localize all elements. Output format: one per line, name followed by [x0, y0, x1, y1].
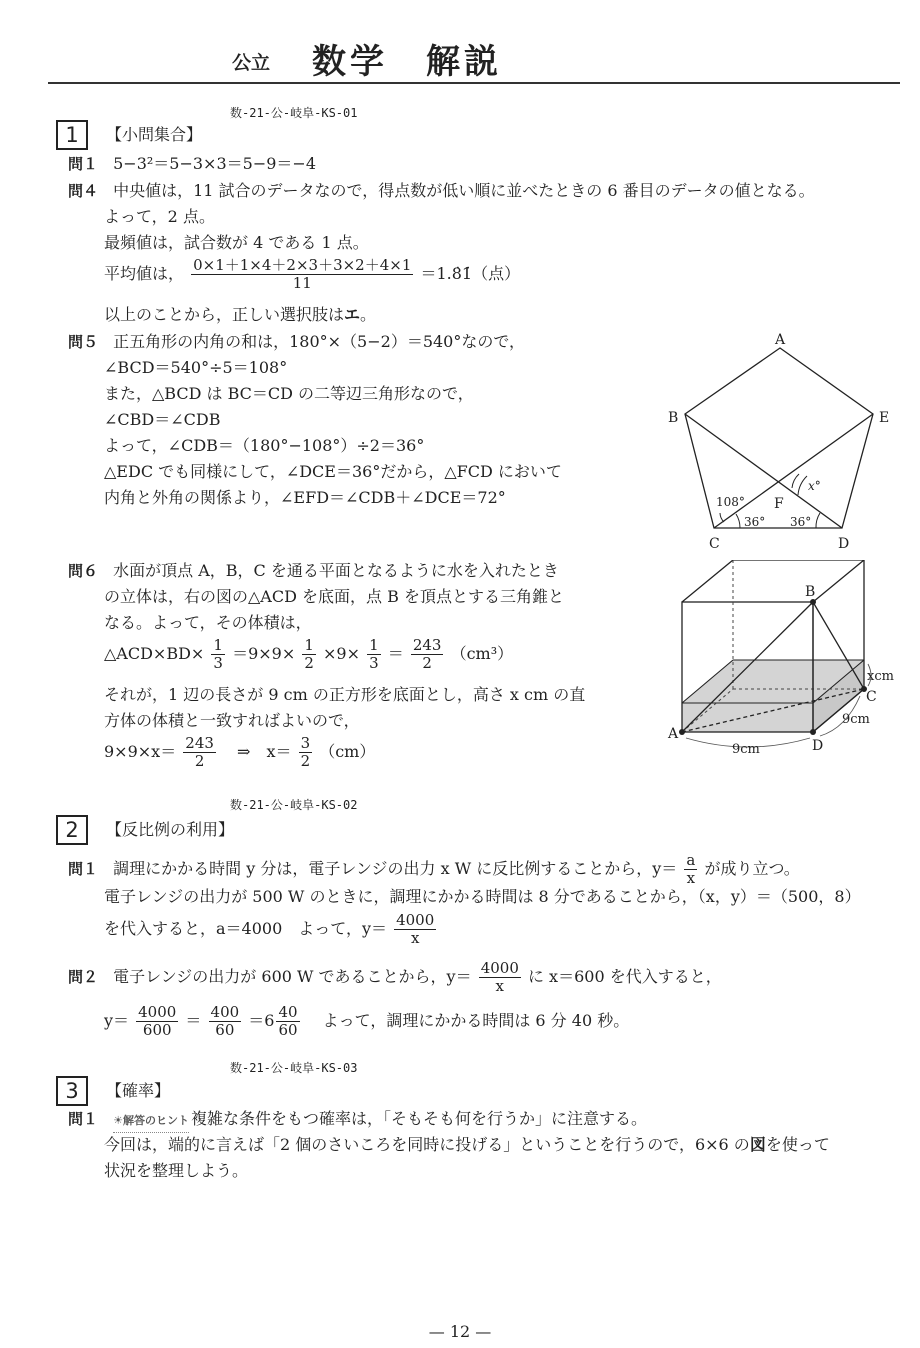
q1-1-text: 5−3²＝5−3×3＝5−9＝−4 [113, 154, 316, 173]
page-title: 数学 解説 [312, 42, 502, 82]
mean-fraction [191, 257, 413, 292]
eq-part-d: ＝ [387, 644, 404, 663]
q2-1-line1 [68, 852, 800, 887]
arc-x [792, 474, 799, 488]
label-F: F [774, 496, 784, 512]
section-title-2: 【反比例の利用】 [106, 820, 235, 839]
section-number-3: 3 [56, 1076, 88, 1106]
question-label: 問５ [68, 333, 99, 351]
arc-36-d [816, 513, 820, 528]
section-title-1: 【小問集合】 [106, 125, 203, 144]
q3-1-text-3: 状況を整理しよう。 [104, 1161, 249, 1180]
point-A [679, 729, 685, 735]
label-xcm: xcm [867, 669, 894, 684]
arc-108 [720, 513, 724, 522]
q1-4-text-2: よって，2 点。 [104, 207, 215, 226]
eq-y: y＝ [104, 1011, 130, 1030]
fraction-4: $\frac{243}{2}$ [412, 636, 442, 672]
q1-5-line1 [68, 331, 525, 353]
hint-badge [113, 1110, 189, 1133]
question-label: 問１ [68, 860, 99, 878]
q3-1-text-1: 複雑な条件をもつ確率は，「そもそも何を行うか」に注意する。 [190, 1109, 647, 1128]
fraction-1: $\frac{1}{3}$ [213, 636, 223, 672]
section-code-2: 数-21-公-岐阜-KS-02 [230, 798, 358, 812]
header-rule [48, 82, 900, 84]
q1-6-line1 [68, 560, 559, 582]
eq-sign-1: ＝ [185, 1011, 202, 1030]
q3-1-text-2b: 図 [749, 1135, 766, 1154]
q1-5-text-3: ∠CBD＝∠CDB [104, 410, 221, 429]
label-9cm-b: 9cm [842, 712, 870, 727]
label-D: D [812, 738, 824, 754]
q1-4-line1 [68, 180, 815, 202]
q1-6-text-6: 方体の体積と一致すればよいので， [104, 711, 360, 730]
eq-part-a: △ACD×BD× [104, 644, 205, 663]
q1-5-text-2: また，△BCD は BC＝CD の二等辺三角形なので， [104, 384, 474, 403]
header-category: 公立 [232, 52, 271, 74]
section-title-3: 【確率】 [106, 1081, 171, 1100]
fraction-400-60: $\frac{400}{60}$ [210, 1003, 240, 1039]
question-label: 問１ [68, 1110, 99, 1128]
q1-6-volume-eq [104, 637, 513, 672]
q1-1 [68, 153, 316, 175]
fraction-4000-x: $\frac{4000}{x}$ [396, 911, 435, 947]
q3-1-text-2a: 今回は，端的に言えば「2 個のさいころを同時に投げる」ということを行うので，6×6 の [104, 1135, 750, 1154]
q1-5-text-1: ∠BCD＝540°÷5＝108° [104, 358, 288, 377]
eq-part-e: （cm³） [450, 644, 514, 663]
label-36-d: 36° [790, 515, 812, 529]
label-A: A [775, 332, 786, 348]
mean-prefix: 平均値は， [104, 264, 185, 283]
question-label: 問６ [68, 562, 99, 580]
eq-implies: ⇒ x＝ [237, 742, 292, 761]
fraction-4000-600: $\frac{4000}{600}$ [138, 1003, 177, 1039]
arc-x-2 [798, 476, 807, 495]
label-108: 108° [716, 495, 745, 509]
q1-4-text-1: 中央値は，11 試合のデータなので，得点数が低い順に並べたときの 6 番目のデータの値となる。 [113, 181, 815, 200]
q2-2-conclusion: よって，調理にかかる時間は 6 分 40 秒。 [306, 1011, 630, 1030]
question-label: 問４ [68, 182, 99, 200]
mean-result: ＝1.8̇1̇（点） [420, 264, 521, 283]
section-code-1: 数-21-公-岐阜-KS-01 [230, 106, 358, 120]
q2-1-text-b: が成り立つ。 [704, 859, 800, 878]
cuboid-figure [660, 560, 900, 760]
eq-part-b: ＝9×9× [232, 644, 296, 663]
q1-6-text-2: の立体は，右の図の△ACD を底面，点 B を頂点とする三角錐と [104, 587, 564, 606]
diagonal-bd [685, 414, 842, 528]
label-A: A [668, 726, 679, 742]
eq-lhs: 9×9×x＝ [104, 742, 177, 761]
question-label: 問２ [68, 968, 99, 986]
q1-4-mean [104, 257, 520, 292]
fraction-3-2: $\frac{3}{2}$ [300, 734, 311, 770]
q1-5-text-0: 正五角形の内角の和は，180°×（5−2）＝540°なので， [113, 332, 526, 351]
section-number-2: 2 [56, 815, 88, 845]
q1-6-answer-eq [104, 735, 375, 770]
fraction-3: $\frac{1}{3}$ [369, 636, 379, 672]
q1-5-text-4: よって，∠CDB＝（180°−108°）÷2＝36° [104, 436, 425, 455]
mean-denominator: 11 [292, 274, 312, 292]
page-number: — 12 — [428, 1322, 492, 1341]
fraction-243-2: $\frac{243}{2}$ [185, 734, 214, 770]
label-C: C [709, 536, 720, 552]
section-code-3: 数-21-公-岐阜-KS-03 [230, 1061, 358, 1075]
q2-1-text-3: を代入すると，a＝4000 よって，y＝ [104, 919, 387, 938]
q2-1-line3 [104, 912, 438, 947]
q2-2-text-b: に x＝600 を代入すると， [527, 967, 722, 986]
conclusion-text: 以上のことから，正しい選択肢は [104, 305, 345, 324]
q1-6-text-3: なる。よって，その体積は， [104, 613, 312, 632]
conclusion-end: 。 [360, 305, 377, 324]
point-D [810, 729, 816, 735]
label-angle-x: x° [808, 479, 821, 493]
mean-numerator: 0×1＋1×4＋2×3＋3×2＋4×1 [193, 256, 412, 274]
lightbulb-icon: ☀ [113, 1114, 123, 1127]
fraction-2: $\frac{1}{2}$ [304, 636, 314, 672]
q1-4-conclusion [104, 304, 376, 326]
page-header [0, 0, 920, 90]
q1-5-text-5: △EDC でも同様にして，∠DCE＝36°だから，△FCD において [104, 462, 562, 481]
q3-1-text-2c: を使って [765, 1135, 830, 1154]
q2-2-text-a: 電子レンジの出力が 600 W であることから，y＝ [113, 967, 472, 986]
q1-6-text-5: それが，1 辺の長さが 9 cm の正方形を底面とし，高さ x cm の直 [104, 685, 586, 704]
diagonal-ec [714, 414, 873, 528]
label-D: D [838, 536, 850, 552]
q1-6-text-1: 水面が頂点 A，B，C を通る平面となるように水を入れたとき [113, 561, 559, 580]
answer-choice: エ [344, 305, 361, 324]
section-number-1: 1 [56, 120, 88, 150]
q2-2-line1 [68, 960, 722, 995]
q3-1-line2 [104, 1134, 830, 1156]
pentagon-figure [660, 330, 900, 555]
question-label: 問１ [68, 155, 99, 173]
label-C: C [866, 689, 877, 705]
q1-5-text-6: 内角と外角の関係より，∠EFD＝∠CDB＋∠DCE＝72° [104, 488, 506, 507]
arc-36-c [736, 514, 740, 528]
fraction-a-x: $\frac{a}{x}$ [686, 851, 696, 887]
label-9cm-a: 9cm [732, 742, 760, 757]
fraction-40-60: $\frac{40}{60}$ [278, 1003, 298, 1039]
label-B: B [805, 584, 816, 600]
label-E: E [879, 410, 890, 426]
water-front [682, 703, 813, 732]
eq-part-c: ×9× [322, 644, 360, 663]
q2-1-text-2: 電子レンジの出力が 500 W のときに，調理にかかる時間は 8 分であることから，（x，y）＝（500，8） [104, 887, 861, 906]
q2-2-line2 [104, 1004, 629, 1039]
eq-unit: （cm） [319, 742, 376, 761]
q3-1-line1 [68, 1108, 647, 1133]
eq-sign-2: ＝6 [248, 1011, 275, 1030]
fraction-4000-x-2: $\frac{4000}{x}$ [480, 959, 519, 995]
q2-1-text-a: 調理にかかる時間 y 分は，電子レンジの出力 x W に反比例することから，y＝ [113, 859, 678, 878]
hint-label: 解答のヒント [122, 1114, 189, 1127]
label-B: B [668, 410, 679, 426]
label-36-c: 36° [744, 515, 766, 529]
q1-4-text-3: 最頻値は，試合数が 4 である 1 点。 [104, 233, 369, 252]
